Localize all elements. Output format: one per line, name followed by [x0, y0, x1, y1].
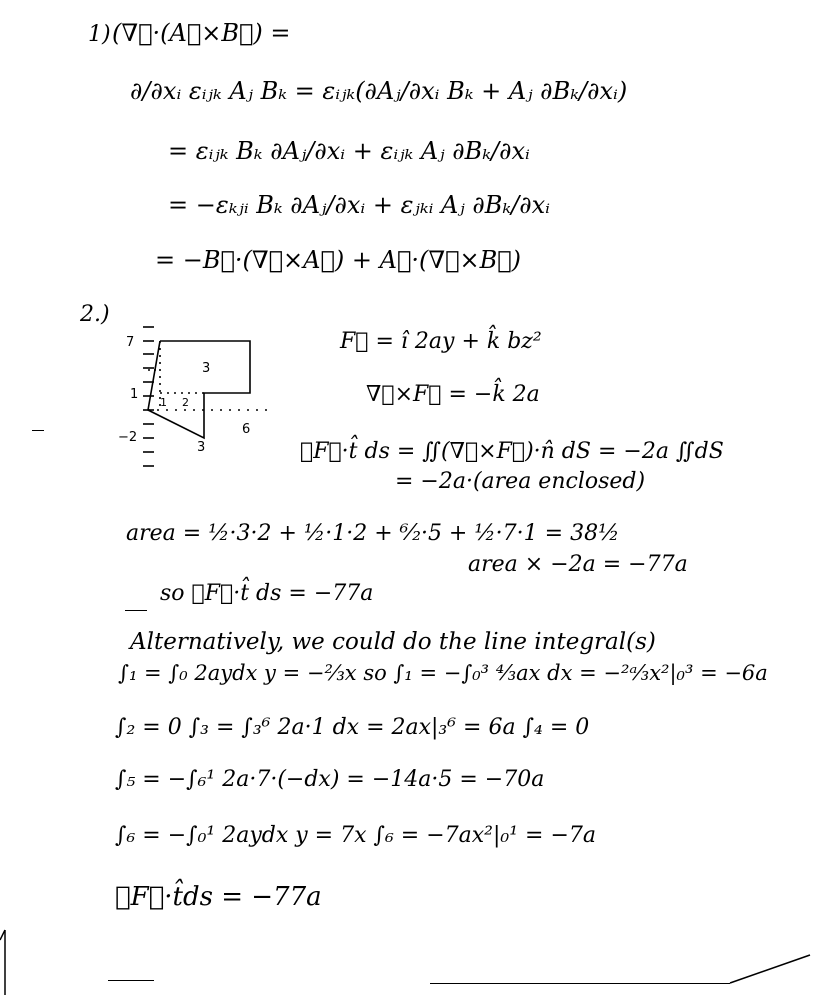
final-result: ∮F⃗·t̂ds = −77a	[115, 882, 322, 912]
alternatively-note: Alternatively, we could do the line integral(s)	[130, 629, 656, 655]
circulation-result: so ∮F⃗·t̂ ds = −77a	[160, 581, 374, 606]
area-times-result: area × −2a = −77a	[468, 552, 688, 577]
stokes-theorem: ∮F⃗·t̂ ds = ∬(∇⃗×F⃗)·n̂ dS = −2a ∬dS	[300, 439, 724, 464]
problem-1-line-3: = εᵢⱼₖ Bₖ ∂Aⱼ/∂xᵢ + εᵢⱼₖ Aⱼ ∂Bₖ/∂xᵢ	[168, 137, 530, 165]
problem-1-line-1: (∇⃗·(A⃗×B⃗) =	[112, 19, 291, 47]
line-integral-5: ∫₅ = −∫₆¹ 2a·7·(−dx) = −14a·5 = −70a	[115, 767, 545, 792]
problem-1-label: 1)	[88, 22, 111, 47]
diagram-y-label-7: 7	[126, 335, 135, 350]
field-definition: F⃗ = î 2ay + k̂ bz²	[340, 329, 542, 354]
line-integral-1: ∫₁ = ∫₀ 2aydx y = −⅔x so ∫₁ = −∫₀³ ⁴⁄₃ax dx = −²ᵃ⁄₃x²|₀³ = −6a	[118, 661, 768, 685]
curl-result: ∇⃗×F⃗ = −k̂ 2a	[366, 382, 540, 407]
diagram-y-label-1: 1	[130, 387, 139, 402]
problem-1-line-4: = −εₖⱼᵢ Bₖ ∂Aⱼ/∂xᵢ + εⱼₖᵢ Aⱼ ∂Bₖ/∂xᵢ	[168, 191, 550, 219]
diagram-y-label-minus2: −2	[118, 430, 138, 445]
diagram-region-1: 1	[160, 396, 167, 409]
area-calculation: area = ½·3·2 + ½·1·2 + ⁶⁄₂·5 + ½·7·1 = 38½	[126, 521, 620, 546]
diagram-region-2: 2	[182, 396, 189, 409]
problem-1-line-2: ∂/∂xᵢ εᵢⱼₖ Aⱼ Bₖ = εᵢⱼₖ(∂Aⱼ/∂xᵢ Bₖ + Aⱼ ∂Bₖ/∂xᵢ)	[130, 77, 628, 105]
diagram-region-3: 3	[202, 361, 211, 376]
diagram-x-label-3: 3	[197, 440, 206, 455]
problem-1-line-5: = −B⃗·(∇⃗×A⃗) + A⃗·(∇⃗×B⃗)	[155, 246, 522, 274]
problem-2-label: 2.)	[80, 302, 110, 327]
area-enclosed-line: = −2a·(area enclosed)	[395, 469, 646, 494]
diagram-x-label-6: 6	[242, 422, 251, 437]
line-integral-6: ∫₆ = −∫₀¹ 2aydx y = 7x ∫₆ = −7ax²|₀¹ = −7a	[115, 823, 596, 848]
line-integrals-2-4: ∫₂ = 0 ∫₃ = ∫₃⁶ 2a·1 dx = 2ax|₃⁶ = 6a ∫₄ = 0	[115, 715, 590, 740]
